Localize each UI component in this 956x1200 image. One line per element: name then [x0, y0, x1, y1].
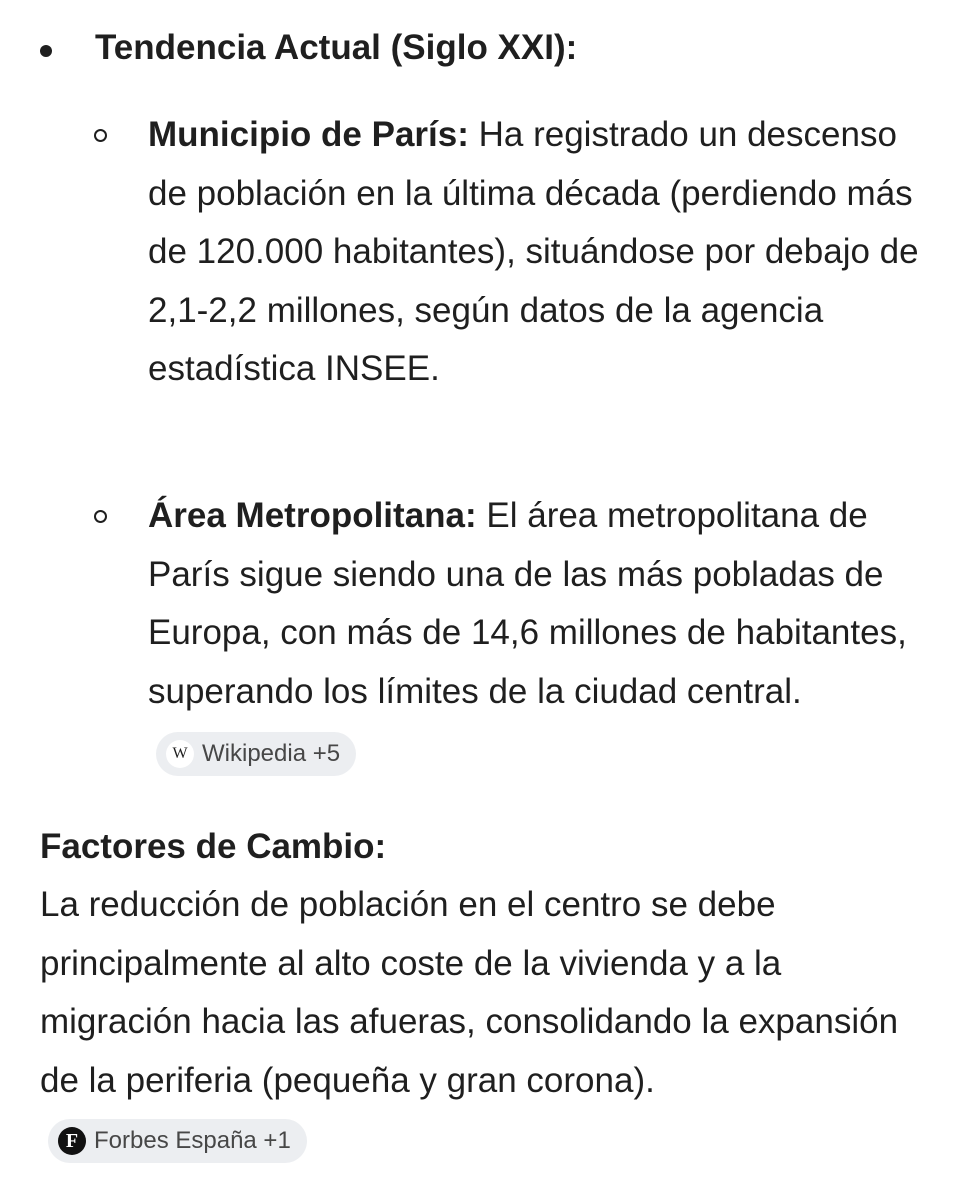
- source-chip-forbes[interactable]: [48, 1119, 307, 1163]
- list-item-municipio: [148, 106, 928, 399]
- source-chip-wikipedia[interactable]: [156, 732, 356, 776]
- wikipedia-icon: W: [166, 740, 194, 768]
- section-paragraph-text: La reducción de población en el centro se debe principalmente al alto coste de la vivienda y a la migración hacia las afueras, consolidando la expansión de la periferia (pequeña y gran corona).: [40, 885, 899, 1100]
- section-heading: Factores de Cambio:: [40, 827, 387, 866]
- list-heading: Tendencia Actual (Siglo XXI):: [95, 28, 578, 67]
- list-item-area-metropolitana: [148, 487, 928, 780]
- bullet-disc: [40, 45, 52, 57]
- section-paragraph: [40, 876, 920, 1169]
- source-chip-label: Forbes España +1: [94, 1127, 291, 1154]
- sub-bullet-circle: [94, 129, 107, 142]
- list-item-text: El área metropolitana de París sigue siendo una de las más pobladas de Europa, con más de 14,6 millones de habitantes, superando los límites de la ciudad central.: [148, 496, 907, 711]
- list-item-text: Ha registrado un descenso de población en la última década (perdiendo más de 120.000 habitantes), situándose por debajo de 2,1-2,2 millones, según datos de la agencia estadística INSEE.: [148, 115, 919, 388]
- forbes-icon: F: [58, 1127, 86, 1155]
- list-item-term: Municipio de París:: [148, 115, 469, 154]
- list-item-term: Área Metropolitana:: [148, 496, 477, 535]
- source-chip-label: Wikipedia +5: [202, 740, 341, 767]
- sub-bullet-circle: [94, 510, 107, 523]
